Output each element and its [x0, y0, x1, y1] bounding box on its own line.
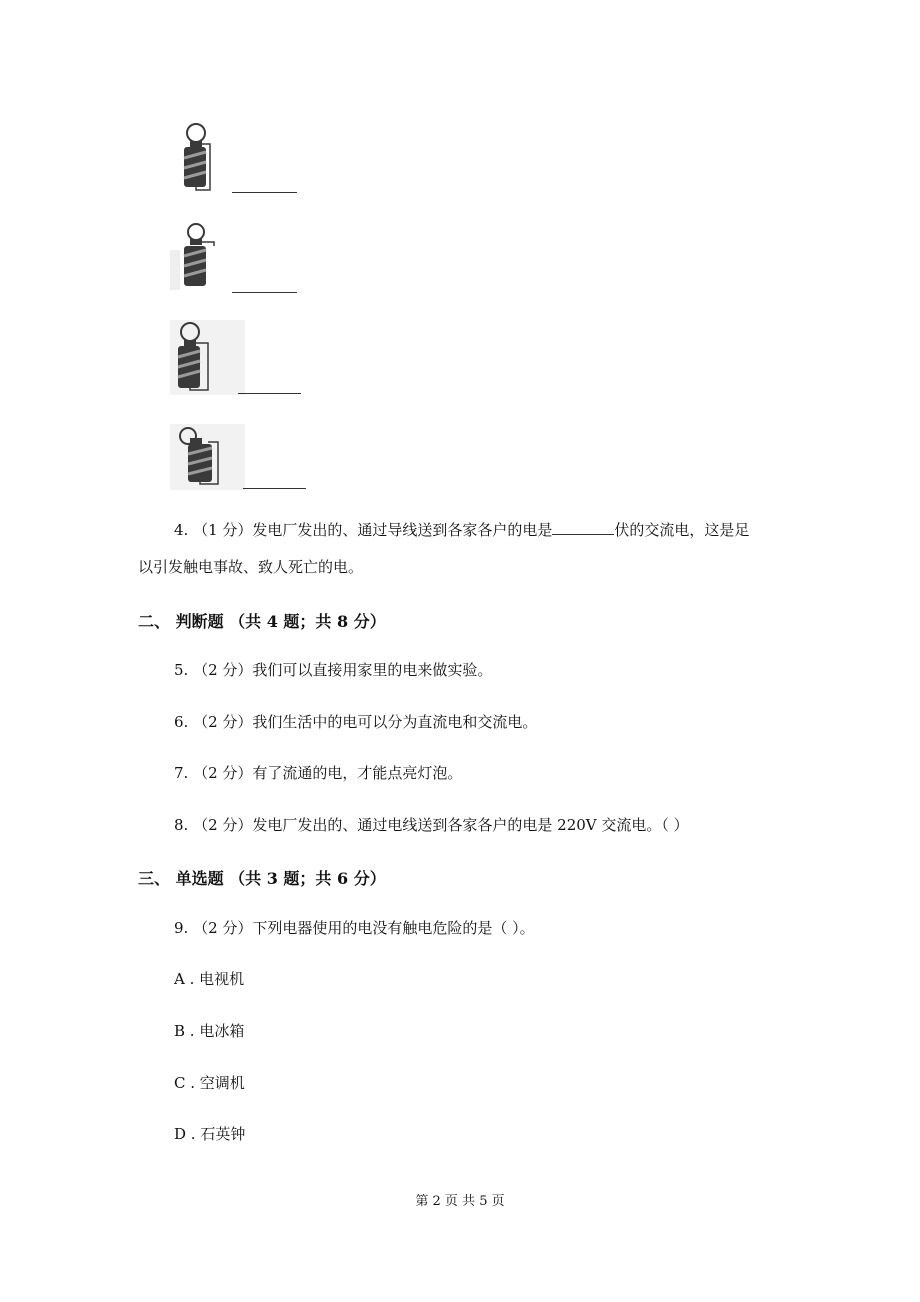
- question-7: 7. （2 分）有了流通的电，才能点亮灯泡。: [174, 764, 463, 782]
- question-4-text-after: 伏的交流电，这是足: [614, 521, 750, 539]
- question-6: 6. （2 分）我们生活中的电可以分为直流电和交流电。: [174, 713, 538, 731]
- section-2-title: 二、 判断题 （共 4 题；共 8 分）: [138, 612, 386, 631]
- figure-4: [170, 424, 245, 490]
- figure-2: [170, 220, 240, 295]
- question-8: 8. （2 分）发电厂发出的、通过电线送到各家各户的电是 220V 交流电。（ ）: [174, 816, 689, 834]
- electromagnet-coil-icon: [170, 424, 245, 490]
- question-4-blank[interactable]: [552, 520, 614, 535]
- page-number: 第 2 页 共 5 页: [415, 1194, 505, 1209]
- option-c[interactable]: C . 空调机: [174, 1074, 245, 1092]
- answer-blank-2[interactable]: [232, 292, 297, 293]
- option-d[interactable]: D . 石英钟: [174, 1125, 246, 1143]
- question-4-text-before: 4. （1 分）发电厂发出的、通过导线送到各家各户的电是: [174, 521, 553, 539]
- answer-blank-3[interactable]: [238, 393, 301, 394]
- electromagnet-coil-icon: [170, 120, 240, 195]
- question-5: 5. （2 分）我们可以直接用家里的电来做实验。: [174, 661, 493, 679]
- question-4-text-cont: 以引发触电事故、致人死亡的电。: [138, 558, 364, 576]
- electromagnet-coil-icon: [170, 220, 240, 295]
- electromagnet-coil-icon: [170, 320, 245, 395]
- question-9-stem: 9. （2 分）下列电器使用的电没有触电危险的是（ ）。: [174, 919, 535, 937]
- figure-3: [170, 320, 245, 395]
- option-a[interactable]: A . 电视机: [174, 970, 245, 988]
- answer-blank-1[interactable]: [232, 192, 297, 193]
- answer-blank-4[interactable]: [243, 488, 306, 489]
- question-4-line-1: [174, 520, 749, 540]
- option-b[interactable]: B . 电冰箱: [174, 1022, 245, 1040]
- section-3-title: 三、 单选题 （共 3 题；共 6 分）: [138, 869, 386, 888]
- figure-1: [170, 120, 240, 195]
- question-4-line-2: [138, 557, 363, 577]
